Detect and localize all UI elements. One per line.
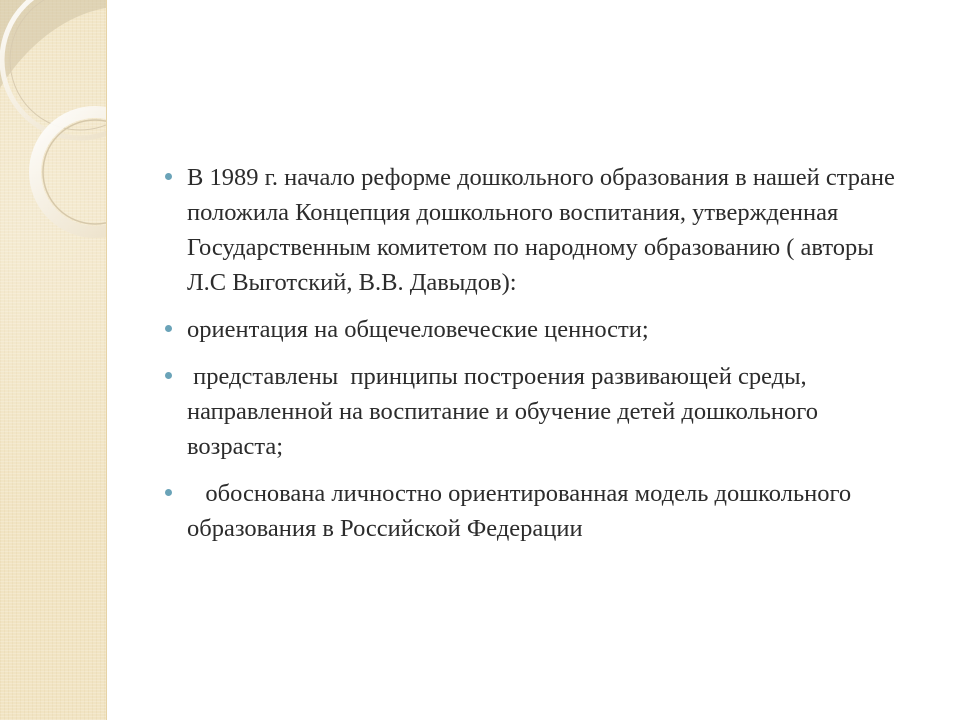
list-item [160, 476, 900, 546]
bullet-dot-icon [165, 372, 172, 379]
bullet-text: В 1989 г. начало реформе дошкольного образования в нашей стране положила Концепция дошкольного воспитания, утвержденная Государственным комитетом по народному образованию ( авторы Л.С Выготский, В.В. Давыдов): [187, 164, 901, 296]
decorative-side-panel [0, 0, 107, 720]
list-item [160, 160, 900, 300]
list-item [160, 359, 900, 464]
list-item [160, 312, 900, 347]
decorative-rings-icon [0, 0, 106, 720]
bullet-text: представлены принципы построения развивающей среды, направленной на воспитание и обучение детей дошкольного возраста; [187, 363, 825, 460]
bullet-list [160, 160, 900, 546]
bullet-dot-icon [165, 489, 172, 496]
bullet-dot-icon [165, 173, 172, 180]
bullet-text: обоснована личностно ориентированная модель дошкольного образования в Российской Федерации [187, 480, 858, 542]
bullet-dot-icon [165, 325, 172, 332]
slide-content [160, 160, 900, 558]
bullet-text: ориентация на общечеловеческие ценности; [187, 316, 649, 343]
